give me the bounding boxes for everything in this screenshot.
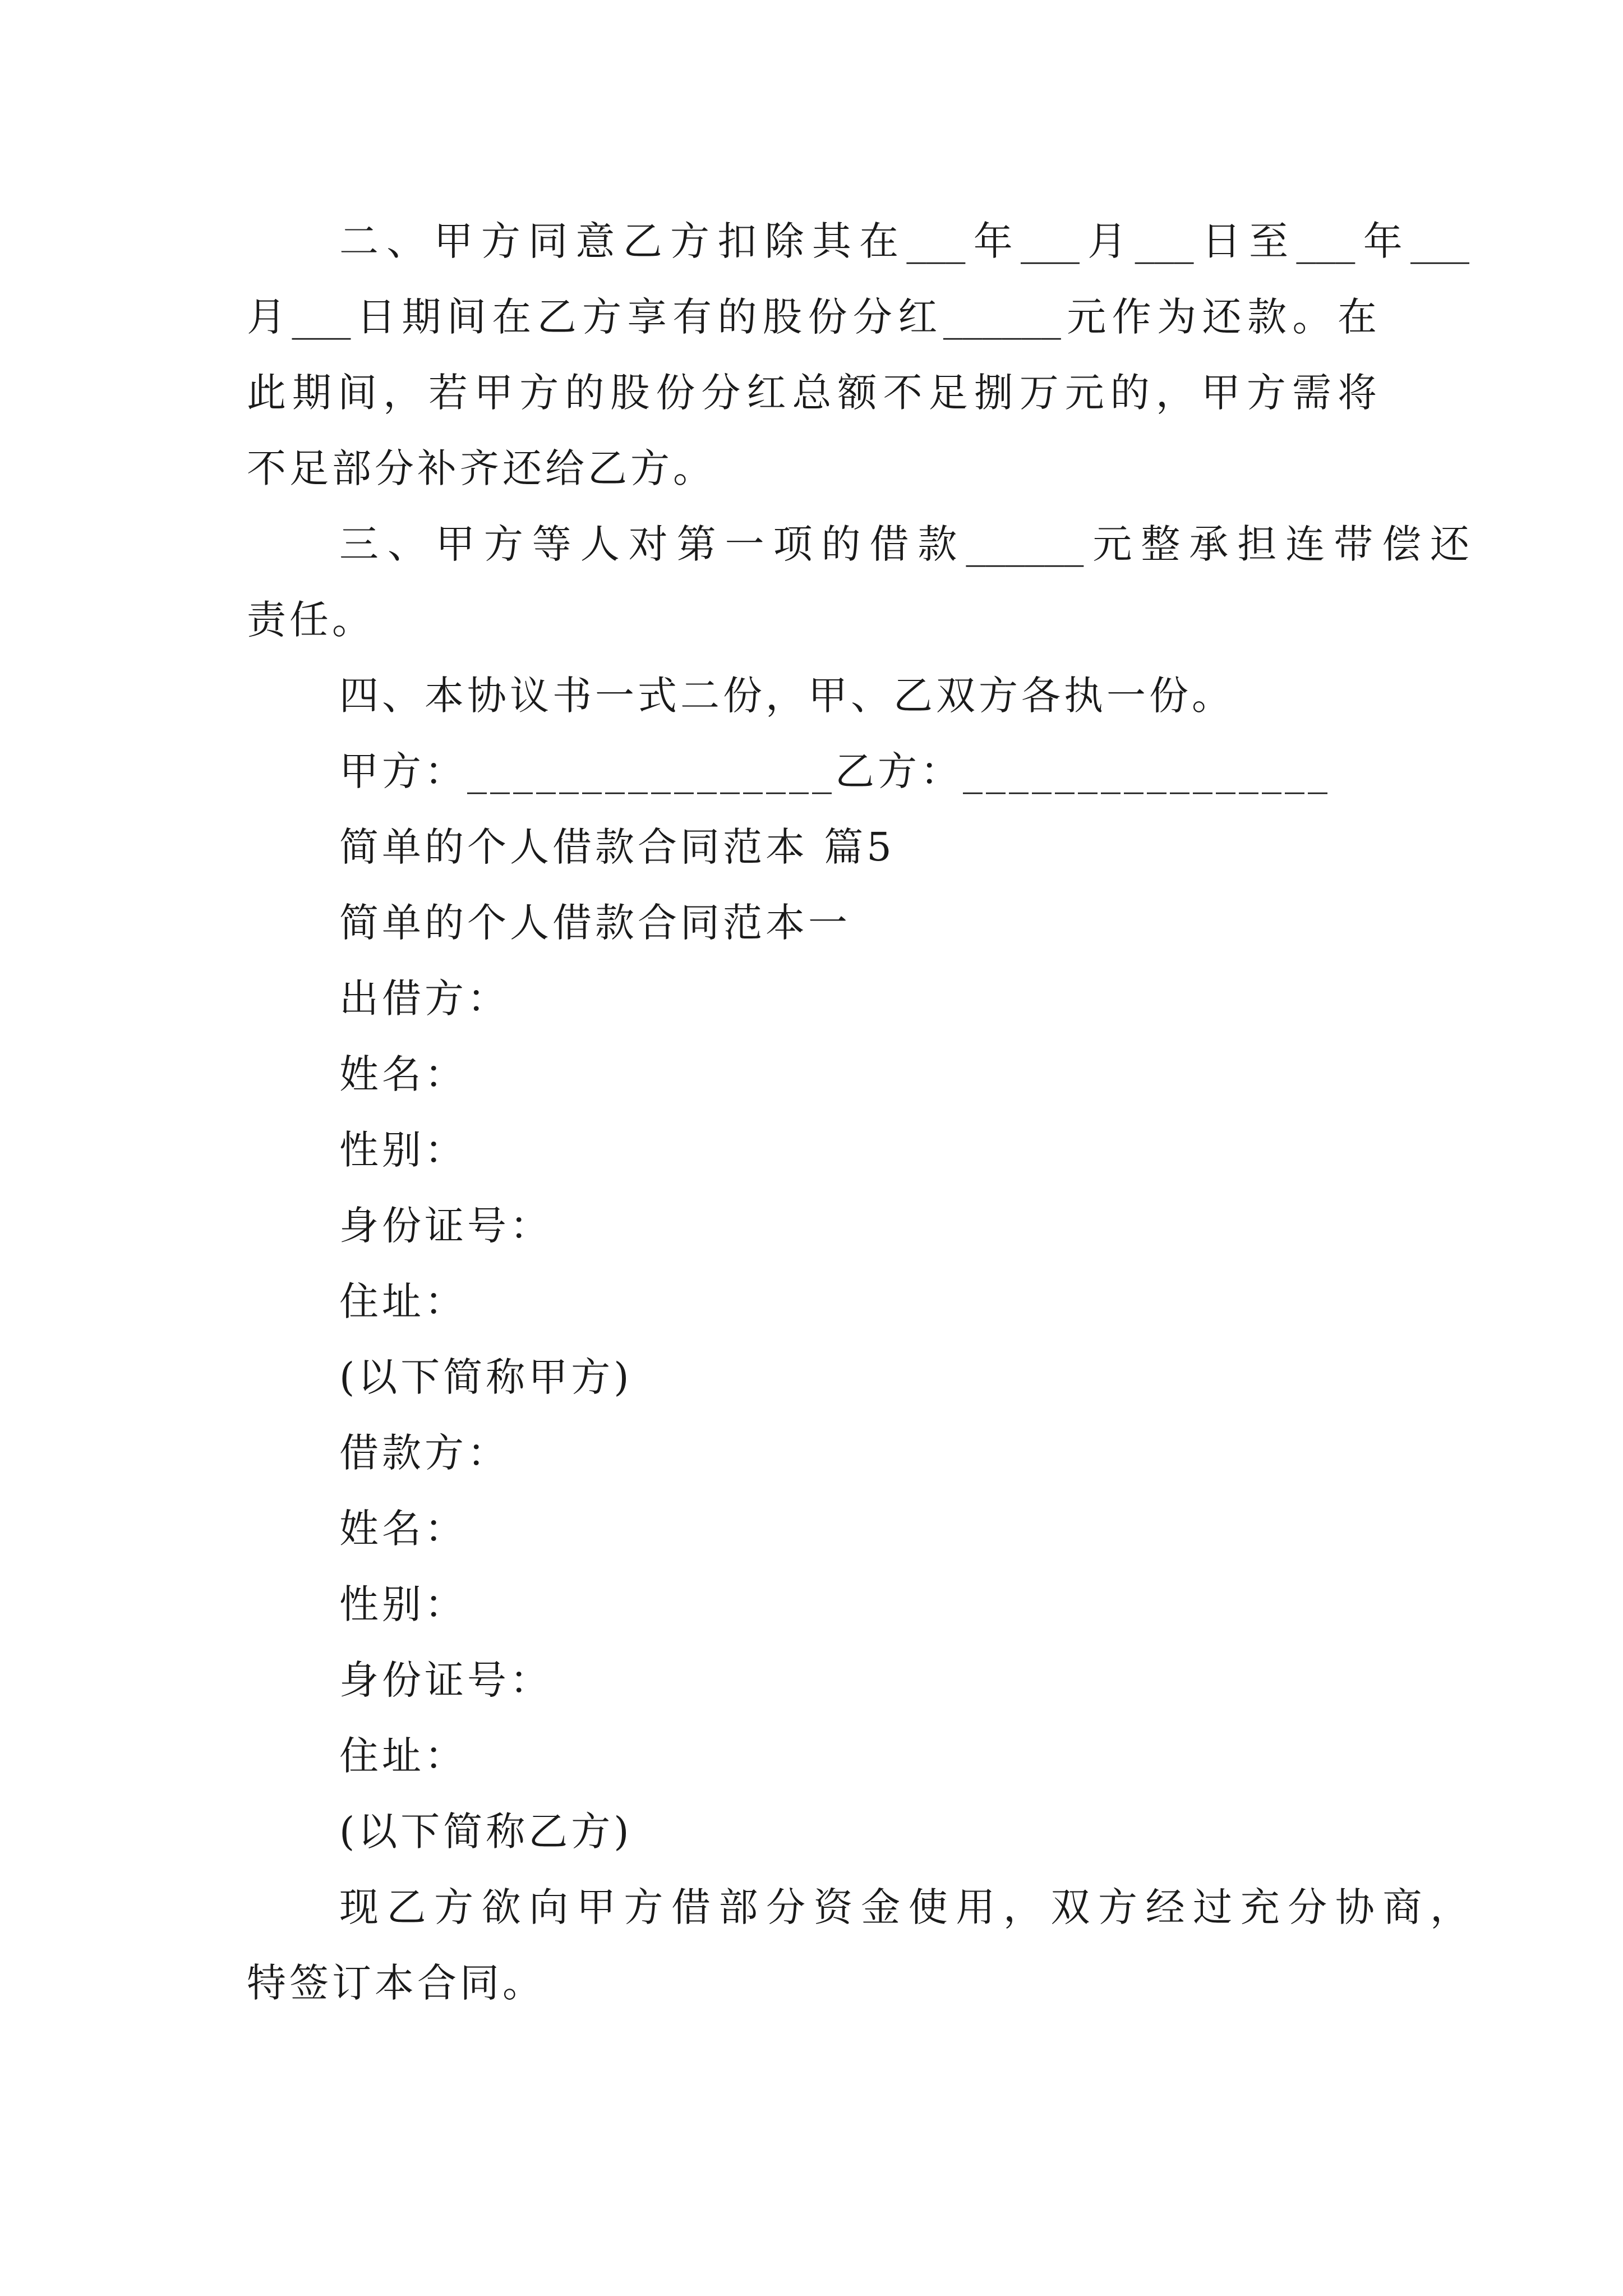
clause-2-line-3: 此期间，若甲方的股份分红总额不足捌万元的，甲方需将 [247, 370, 1377, 416]
contract-title: 简单的个人借款合同范本一 [339, 900, 851, 946]
preamble-line-1: 现乙方欲向甲方借部分资金使用，双方经过充分协商， [339, 1884, 1469, 1930]
preamble-line-2: 特签订本合同。 [247, 1960, 545, 2006]
borrower-label: 借款方： [339, 1430, 510, 1476]
lender-id-field: 身份证号： [339, 1203, 552, 1249]
clause-2-line-4: 不足部分补齐还给乙方。 [247, 445, 716, 491]
lender-gender-field: 性别： [339, 1127, 467, 1173]
lender-name-field: 姓名： [339, 1051, 467, 1097]
borrower-gender-field: 性别： [339, 1581, 467, 1627]
borrower-id-field: 身份证号： [339, 1657, 552, 1703]
lender-address-field: 住址： [339, 1278, 467, 1324]
lender-label: 出借方： [339, 976, 510, 1022]
borrower-alias-note: (以下简称乙方) [339, 1809, 633, 1855]
clause-4: 四、本协议书一式二份，甲、乙双方各执一份。 [339, 673, 1234, 719]
clause-2-line-1: 二、甲方同意乙方扣除其在___年___月___日至___年___ [339, 218, 1469, 264]
lender-alias-note: (以下简称甲方) [339, 1354, 633, 1400]
borrower-name-field: 姓名： [339, 1506, 467, 1552]
clause-3-line-1: 三、甲方等人对第一项的借款______元整承担连带偿还 [339, 521, 1469, 567]
borrower-address-field: 住址： [339, 1733, 467, 1779]
signature-line: 甲方：________________乙方：________________ [339, 748, 1331, 794]
clause-3-line-2: 责任。 [247, 597, 375, 643]
clause-2-line-2: 月___日期间在乙方享有的股份分红______元作为还款。在 [247, 294, 1377, 340]
section-heading: 简单的个人借款合同范本 篇5 [339, 824, 895, 870]
